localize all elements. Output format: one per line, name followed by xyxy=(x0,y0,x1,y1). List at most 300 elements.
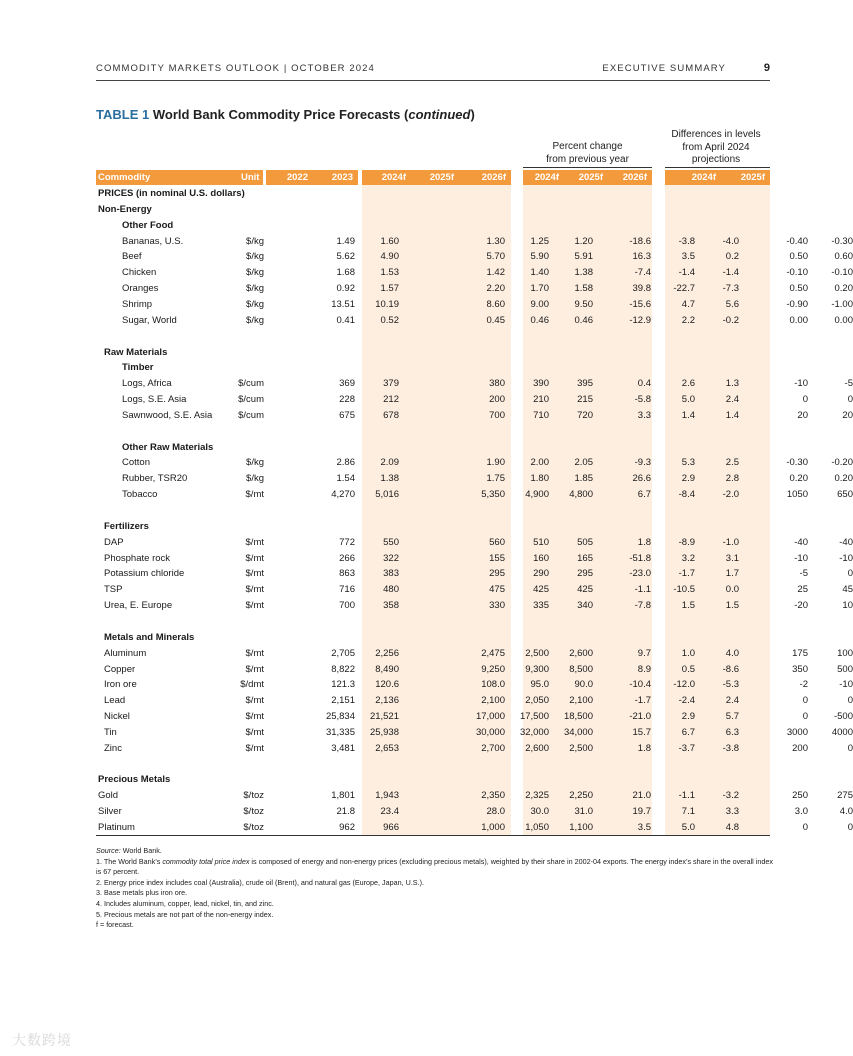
row-value: 1.38 xyxy=(380,473,399,485)
note-1-a: 1. The World Bank’s xyxy=(96,856,163,866)
row-value: 0.5 xyxy=(681,663,695,675)
row-value: 1.90 xyxy=(486,457,505,469)
row-value: 1.38 xyxy=(574,267,593,279)
row-value: 0.45 xyxy=(486,314,505,326)
row-value: 108.0 xyxy=(481,679,505,691)
note-5: 5. Precious metals are not part of the non-energy index. xyxy=(96,909,274,919)
row-value: 5.0 xyxy=(681,394,695,406)
row-value: -10.4 xyxy=(629,679,651,691)
note-1 xyxy=(96,857,776,878)
table-row xyxy=(96,455,853,471)
table-row xyxy=(96,709,853,725)
row-label: PRICES (in nominal U.S. dollars) xyxy=(98,188,245,199)
header-cell-4: 2024f xyxy=(362,170,411,185)
row-value: 3.0 xyxy=(794,806,808,818)
row-value: 2.05 xyxy=(574,457,593,469)
row-value: 1.53 xyxy=(380,267,399,279)
row-value: -7.8 xyxy=(634,600,651,612)
table-row xyxy=(96,487,853,503)
row-value: 100 xyxy=(837,647,853,659)
row-value: 200 xyxy=(792,742,808,754)
table-notes xyxy=(96,846,776,931)
row-value: 95.0 xyxy=(530,679,549,691)
row-value: 23.4 xyxy=(380,806,399,818)
row-value: 3.5 xyxy=(681,251,695,263)
row-label: Aluminum xyxy=(104,647,147,659)
row-value: 962 xyxy=(339,822,355,833)
row-unit: $/mt xyxy=(245,742,264,754)
row-value: 9.00 xyxy=(530,298,549,310)
row-value: -21.0 xyxy=(629,711,651,723)
spacer-row xyxy=(96,503,770,519)
row-value: 1.68 xyxy=(336,267,355,279)
row-value: 863 xyxy=(339,568,355,580)
row-value: 0.0 xyxy=(725,584,739,596)
row-value: 0 xyxy=(847,568,853,580)
table-title-italic: continued xyxy=(408,107,471,122)
row-value: -40 xyxy=(839,536,853,548)
section-row xyxy=(96,630,770,646)
row-value: 710 xyxy=(533,409,549,421)
row-value: -10 xyxy=(794,552,808,564)
row-value: 4000 xyxy=(831,726,853,738)
row-unit: $/mt xyxy=(245,584,264,596)
row-value: 716 xyxy=(339,584,355,596)
row-value: 1.80 xyxy=(530,473,549,485)
row-value: 0.60 xyxy=(834,251,853,263)
row-value: 250 xyxy=(792,790,808,802)
row-value: 2,705 xyxy=(331,647,355,659)
row-value: -23.0 xyxy=(629,568,651,580)
row-label: Phosphate rock xyxy=(104,552,171,564)
table-row xyxy=(96,313,853,329)
row-value: 2,475 xyxy=(481,647,505,659)
header-cell-8: 2025f xyxy=(564,170,608,185)
row-value: 5.62 xyxy=(336,251,355,263)
row-unit: $/cum xyxy=(238,394,264,406)
row-unit: $/mt xyxy=(245,489,264,501)
row-label: Urea, E. Europe xyxy=(104,600,173,612)
row-value: 1.42 xyxy=(486,267,505,279)
row-value: 6.7 xyxy=(637,489,651,501)
table-row xyxy=(96,265,853,281)
row-value: 160 xyxy=(533,552,549,564)
row-value: 25,938 xyxy=(369,726,399,738)
row-value: 4.0 xyxy=(725,647,739,659)
row-value: 30,000 xyxy=(475,726,505,738)
row-value: -3.8 xyxy=(722,742,739,754)
row-value: 0 xyxy=(847,742,853,754)
row-value: -22.7 xyxy=(673,283,695,295)
row-value: -15.6 xyxy=(629,298,651,310)
row-value: 5,350 xyxy=(481,489,505,501)
row-value: 772 xyxy=(339,536,355,548)
section-row xyxy=(96,186,770,202)
running-header xyxy=(96,63,770,74)
row-value: 8.9 xyxy=(637,663,651,675)
row-value: 0.50 xyxy=(789,251,808,263)
row-value: 6.7 xyxy=(681,726,695,738)
row-value: 2.5 xyxy=(725,457,739,469)
row-value: 966 xyxy=(383,822,399,833)
row-label: TSP xyxy=(104,584,123,596)
row-value: 17,500 xyxy=(519,711,549,723)
row-unit: $/kg xyxy=(246,283,264,295)
table-row xyxy=(96,281,853,297)
percent-change-rule xyxy=(523,167,652,168)
differences-line-1: Differences in levels xyxy=(671,129,761,140)
row-value: -1.7 xyxy=(678,568,695,580)
row-value: -20 xyxy=(794,600,808,612)
row-value: 200 xyxy=(489,394,505,406)
row-value: 0.20 xyxy=(834,283,853,295)
row-value: 395 xyxy=(577,378,593,390)
row-value: 2,325 xyxy=(525,790,549,802)
row-value: -0.30 xyxy=(831,235,853,247)
row-value: 0.20 xyxy=(834,473,853,485)
row-label: Other Food xyxy=(122,219,174,231)
header-cell-6: 2026f xyxy=(459,170,511,185)
row-value: 295 xyxy=(577,568,593,580)
row-value: 31.0 xyxy=(574,806,593,818)
row-value: -5.8 xyxy=(634,394,651,406)
row-value: 700 xyxy=(489,409,505,421)
row-label: Platinum xyxy=(98,822,135,833)
row-value: 266 xyxy=(339,552,355,564)
table-bottom-rule xyxy=(96,835,770,836)
row-value: 383 xyxy=(383,568,399,580)
row-value: 175 xyxy=(792,647,808,659)
table-row xyxy=(96,408,853,424)
row-value: 31,335 xyxy=(325,726,355,738)
row-label: Copper xyxy=(104,663,136,675)
row-value: 0 xyxy=(847,822,853,833)
row-value: 650 xyxy=(837,489,853,501)
header-cell-1: Unit xyxy=(241,170,263,185)
row-value: 17,000 xyxy=(475,711,505,723)
row-value: 3.2 xyxy=(681,552,695,564)
row-value: 5,016 xyxy=(375,489,399,501)
row-value: 39.8 xyxy=(632,283,651,295)
table-row xyxy=(96,598,853,614)
row-value: 18,500 xyxy=(563,711,593,723)
spacer-row xyxy=(96,757,770,773)
row-value: 120.6 xyxy=(375,679,399,691)
row-value: -8.6 xyxy=(722,663,739,675)
row-value: 2,500 xyxy=(525,647,549,659)
row-value: 290 xyxy=(533,568,549,580)
row-value: 0 xyxy=(802,394,808,406)
row-label: Iron ore xyxy=(104,679,137,691)
row-value: 1.5 xyxy=(681,600,695,612)
row-value: 5.7 xyxy=(725,711,739,723)
differences-line-3: projections xyxy=(691,154,741,165)
table-row xyxy=(96,741,853,757)
row-value: 0.52 xyxy=(380,314,399,326)
header-cell-5: 2025f xyxy=(411,170,459,185)
row-value: -2 xyxy=(799,679,808,691)
row-unit: $/dmt xyxy=(240,679,264,691)
row-value: 5.0 xyxy=(681,822,695,833)
row-value: 4,900 xyxy=(525,489,549,501)
row-unit: $/mt xyxy=(245,568,264,580)
row-value: -1.0 xyxy=(722,536,739,548)
table-title xyxy=(96,107,475,122)
section-row xyxy=(96,345,770,361)
row-label: DAP xyxy=(104,536,124,548)
header-cell-7: 2024f xyxy=(523,170,564,185)
row-value: -0.40 xyxy=(786,235,808,247)
row-label: Rubber, TSR20 xyxy=(122,473,188,485)
row-value: 21.8 xyxy=(336,806,355,818)
row-value: 6.3 xyxy=(725,726,739,738)
note-source-text: World Bank. xyxy=(120,846,162,855)
spacer-row xyxy=(96,424,770,440)
row-value: -9.3 xyxy=(634,457,651,469)
row-unit: $/kg xyxy=(246,267,264,279)
row-value: 4.7 xyxy=(681,298,695,310)
row-value: -7.3 xyxy=(722,283,739,295)
row-label: Oranges xyxy=(122,283,159,295)
row-value: -5 xyxy=(844,378,853,390)
row-value: 350 xyxy=(792,663,808,675)
row-unit: $/kg xyxy=(246,251,264,263)
section-row xyxy=(96,360,770,376)
row-value: 2.9 xyxy=(681,473,695,485)
row-value: -18.6 xyxy=(629,235,651,247)
row-value: 2.86 xyxy=(336,457,355,469)
row-unit: $/mt xyxy=(245,600,264,612)
row-value: 0.41 xyxy=(336,314,355,326)
row-value: 228 xyxy=(339,394,355,406)
row-value: 295 xyxy=(489,568,505,580)
row-value: 1.20 xyxy=(574,235,593,247)
row-value: 0 xyxy=(847,695,853,707)
row-value: 3.1 xyxy=(725,552,739,564)
row-value: 2.2 xyxy=(681,314,695,326)
row-value: 5.90 xyxy=(530,251,549,263)
row-value: 560 xyxy=(489,536,505,548)
row-value: -1.1 xyxy=(678,790,695,802)
table-row xyxy=(96,535,853,551)
table-title-close: ) xyxy=(470,107,475,122)
row-value: -1.7 xyxy=(634,695,651,707)
row-value: 210 xyxy=(533,394,549,406)
row-label: Raw Materials xyxy=(104,346,168,358)
row-value: -0.10 xyxy=(831,267,853,279)
header-gap xyxy=(652,170,665,185)
row-value: 2.4 xyxy=(725,695,739,707)
row-value: 212 xyxy=(383,394,399,406)
row-value: 1.0 xyxy=(681,647,695,659)
row-value: 0.2 xyxy=(725,251,739,263)
row-unit: $/mt xyxy=(245,663,264,675)
row-value: 1,100 xyxy=(569,822,593,833)
row-value: 0.4 xyxy=(637,378,651,390)
row-label: Timber xyxy=(122,362,154,374)
differences-line-2: from April 2024 xyxy=(682,141,750,153)
section-row xyxy=(96,202,770,218)
row-value: 1.30 xyxy=(486,235,505,247)
table-row xyxy=(96,471,853,487)
row-value: 1.4 xyxy=(681,409,695,421)
table-row xyxy=(96,566,853,582)
row-unit: $/mt xyxy=(245,726,264,738)
row-value: 1.25 xyxy=(530,235,549,247)
row-value: 4,270 xyxy=(331,489,355,501)
row-value: -10.5 xyxy=(673,584,695,596)
row-value: 0 xyxy=(802,822,808,833)
row-value: 0 xyxy=(802,711,808,723)
row-value: -10 xyxy=(839,679,853,691)
table-row xyxy=(96,662,853,678)
row-value: 20 xyxy=(797,409,808,421)
row-value: 322 xyxy=(383,552,399,564)
row-unit: $/toz xyxy=(243,790,264,802)
row-label: Other Raw Materials xyxy=(122,441,214,453)
row-value: 0.00 xyxy=(834,314,853,326)
row-value: 2,100 xyxy=(569,695,593,707)
row-value: 1050 xyxy=(786,489,808,501)
row-value: 2,653 xyxy=(375,742,399,754)
row-value: 369 xyxy=(339,378,355,390)
row-value: 4,800 xyxy=(569,489,593,501)
row-value: 26.6 xyxy=(632,473,651,485)
row-value: 720 xyxy=(577,409,593,421)
row-value: 275 xyxy=(837,790,853,802)
table-number: TABLE 1 xyxy=(96,107,150,122)
table-row xyxy=(96,551,853,567)
row-value: 0 xyxy=(802,695,808,707)
row-value: 1.4 xyxy=(725,409,739,421)
row-value: 1.49 xyxy=(336,235,355,247)
row-value: -5 xyxy=(799,568,808,580)
row-value: 340 xyxy=(577,600,593,612)
table-row xyxy=(96,392,853,408)
row-value: 20 xyxy=(842,409,853,421)
row-value: 2,350 xyxy=(481,790,505,802)
note-6: f = forecast. xyxy=(96,920,134,930)
row-value: -3.7 xyxy=(678,742,695,754)
running-header-left: COMMODITY MARKETS OUTLOOK | OCTOBER 2024 xyxy=(96,63,375,74)
row-value: 16.3 xyxy=(632,251,651,263)
row-value: 7.1 xyxy=(681,806,695,818)
row-value: 358 xyxy=(383,600,399,612)
table-row xyxy=(96,820,853,836)
row-value: 2.6 xyxy=(681,378,695,390)
spacer-row xyxy=(96,329,770,345)
row-value: 25 xyxy=(797,584,808,596)
row-value: 379 xyxy=(383,378,399,390)
row-value: -3.8 xyxy=(678,235,695,247)
section-row xyxy=(96,440,770,456)
row-value: 0 xyxy=(847,394,853,406)
row-value: -2.4 xyxy=(678,695,695,707)
row-value: 1.5 xyxy=(725,600,739,612)
row-unit: $/toz xyxy=(243,822,264,833)
row-value: -500 xyxy=(833,711,853,723)
row-value: 425 xyxy=(533,584,549,596)
row-value: -4.0 xyxy=(722,235,739,247)
row-value: 330 xyxy=(489,600,505,612)
table-row xyxy=(96,234,853,250)
row-value: 1,000 xyxy=(481,822,505,833)
row-value: 1.85 xyxy=(574,473,593,485)
row-label: Tin xyxy=(104,726,117,738)
row-value: -0.10 xyxy=(786,267,808,279)
row-value: 335 xyxy=(533,600,549,612)
row-label: Sawnwood, S.E. Asia xyxy=(122,409,213,421)
row-value: 155 xyxy=(489,552,505,564)
row-value: 2,600 xyxy=(525,742,549,754)
row-value: 2,700 xyxy=(481,742,505,754)
row-value: 8,500 xyxy=(569,663,593,675)
row-value: 425 xyxy=(577,584,593,596)
header-cell-9: 2026f xyxy=(608,170,652,185)
row-value: -10 xyxy=(794,378,808,390)
row-value: 121.3 xyxy=(331,679,355,691)
row-value: 2,136 xyxy=(375,695,399,707)
row-value: 5.3 xyxy=(681,457,695,469)
row-value: 1.40 xyxy=(530,267,549,279)
row-unit: $/mt xyxy=(245,552,264,564)
row-value: 5.6 xyxy=(725,298,739,310)
row-label: Logs, S.E. Asia xyxy=(122,394,187,406)
row-label: Fertilizers xyxy=(104,520,149,532)
row-value: -1.4 xyxy=(678,267,695,279)
row-value: 1.8 xyxy=(637,536,651,548)
row-unit: $/kg xyxy=(246,298,264,310)
row-value: 3.3 xyxy=(637,409,651,421)
row-label: Shrimp xyxy=(122,298,153,310)
row-label: Metals and Minerals xyxy=(104,631,195,643)
row-value: 1.8 xyxy=(637,742,651,754)
row-value: -8.4 xyxy=(678,489,695,501)
row-value: 700 xyxy=(339,600,355,612)
row-value: 2,256 xyxy=(375,647,399,659)
note-source-label: Source: xyxy=(96,846,121,855)
row-value: 5.70 xyxy=(486,251,505,263)
row-value: 0.50 xyxy=(789,283,808,295)
row-value: 215 xyxy=(577,394,593,406)
table-row xyxy=(96,804,853,820)
row-label: Non-Energy xyxy=(98,203,152,215)
row-label: Tobacco xyxy=(122,489,158,501)
row-unit: $/toz xyxy=(243,806,264,818)
row-value: 1,801 xyxy=(331,790,355,802)
row-label: Beef xyxy=(122,251,142,263)
row-unit: $/kg xyxy=(246,314,264,326)
header-cell-11: 2025f xyxy=(721,170,770,185)
table-row xyxy=(96,677,853,693)
row-value: 380 xyxy=(489,378,505,390)
row-value: 9,250 xyxy=(481,663,505,675)
row-value: 2.9 xyxy=(681,711,695,723)
row-value: 5.91 xyxy=(574,251,593,263)
row-value: 4.0 xyxy=(839,806,853,818)
note-source xyxy=(96,846,776,857)
row-value: 28.0 xyxy=(486,806,505,818)
row-value: -1.4 xyxy=(722,267,739,279)
row-unit: $/mt xyxy=(245,695,264,707)
row-unit: $/kg xyxy=(246,235,264,247)
page-number: 9 xyxy=(763,62,770,74)
table-title-text: World Bank Commodity Price Forecasts ( xyxy=(152,107,409,122)
row-value: 480 xyxy=(383,584,399,596)
row-value: 1.57 xyxy=(380,283,399,295)
header-cell-2: 2022 xyxy=(266,170,313,185)
row-value: 3.5 xyxy=(637,822,651,833)
